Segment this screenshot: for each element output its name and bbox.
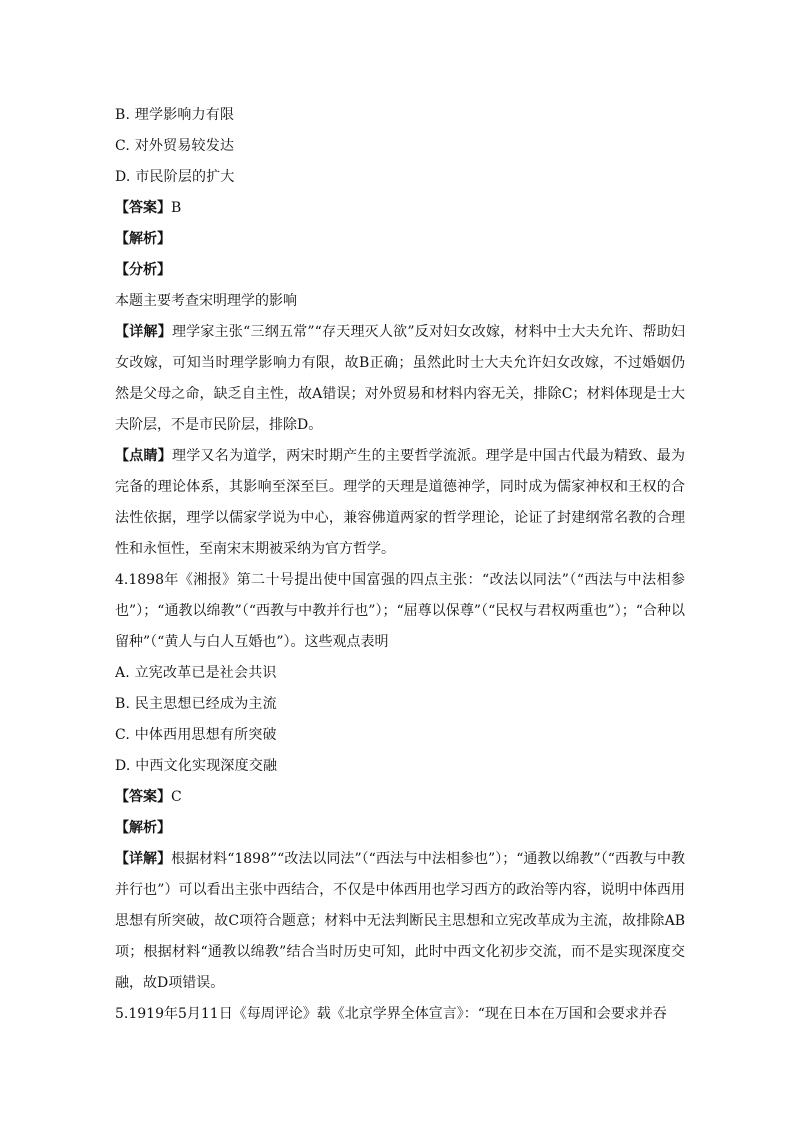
- q3-tip-tag: 【点睛】: [115, 448, 173, 464]
- q3-fenxi-text: 本题主要考查宋明理学的影响: [115, 293, 297, 309]
- q4-option-a: A. 立宪改革已是社会共识: [115, 665, 277, 681]
- q3-detail-tag: 【详解】: [115, 324, 172, 340]
- q4-option-d: D. 中西文化实现深度交融: [115, 758, 278, 774]
- q3-detail-text: 理学家主张“三纲五常”“存天理灭人欲”反对妇女改嫁，材料中士大夫允许、帮助妇女改嫁，可知当时理学影响力有限，故B正确；虽然此时士大夫允许妇女改嫁，不过婚姻仍然是父母之命，缺乏自主性，故A错误；对外贸易和材料内容无关，排除C；材料体现是士大夫阶层，不是市民阶层，排除D。: [115, 324, 685, 433]
- q4-detail-text: 根据材料“1898”“改法以同法”（“西法与中法相参也”）；“通教以绵教”（“西教与中教并行也”）可以看出主张中西结合，不仅是中体西用也学习西方的政治等内容，说明中体西用思想有所突破，故C项符合题意；材料中无法判断民主思想和立宪改革成为主流，故排除AB项；根据材料“通教以绵教”结合当时历史可知，此时中西文化初步交流，而不是实现深度交融，故D项错误。: [115, 851, 686, 991]
- q3-option-c: C. 对外贸易较发达: [115, 138, 235, 154]
- q3-option-b: B. 理学影响力有限: [115, 107, 235, 123]
- q4-answer-tag: 【答案】: [115, 789, 171, 805]
- document-page: [115, 100, 685, 1030]
- q3-answer-tag: 【答案】: [115, 200, 171, 216]
- q3-detail: [115, 317, 685, 441]
- q3-answer: [115, 193, 685, 224]
- q3-answer-value: B: [171, 200, 182, 216]
- q4-detail-tag: 【详解】: [115, 851, 172, 867]
- q4-option-c: C. 中体西用思想有所突破: [115, 727, 277, 743]
- q3-analysis-tag: 【解析】: [115, 231, 171, 247]
- q3-tip-text: 理学又名为道学，两宋时期产生的主要哲学流派。理学是中国古代最为精致、最为完备的理论体系，其影响至深至巨。理学的天理是道德神学，同时成为儒家神权和王权的合法性依据，理学以儒家学说为中心，兼容佛道两家的哲学理论，论证了封建纲常名教的合理性和永恒性，至南宋末期被采纳为官方哲学。: [115, 448, 686, 557]
- q3-fenxi-tag: 【分析】: [115, 262, 171, 278]
- q4-stem: 4.1898年《湘报》第二十号提出使中国富强的四点主张：“改法以同法”（“西法与中法相参也”）；“通教以绵教”（“西教与中教并行也”）；“屈尊以保尊”（“民权与君权两重也”）；“合种以留种”（“黄人与白人互婚也”）。这些观点表明: [115, 572, 685, 650]
- q4-option-b: B. 民主思想已经成为主流: [115, 696, 277, 712]
- q4-analysis-tag: 【解析】: [115, 820, 171, 836]
- q4-answer-value: C: [171, 789, 182, 805]
- q4-answer: [115, 782, 685, 813]
- q5-stem: 5.1919年5月11日《每周评论》载《北京学界全体宣言》：“现在日本在万国和会要求并吞: [115, 1006, 667, 1022]
- q4-detail: [115, 844, 685, 999]
- q3-option-d: D. 市民阶层的扩大: [115, 169, 235, 185]
- q3-tip: [115, 441, 685, 565]
